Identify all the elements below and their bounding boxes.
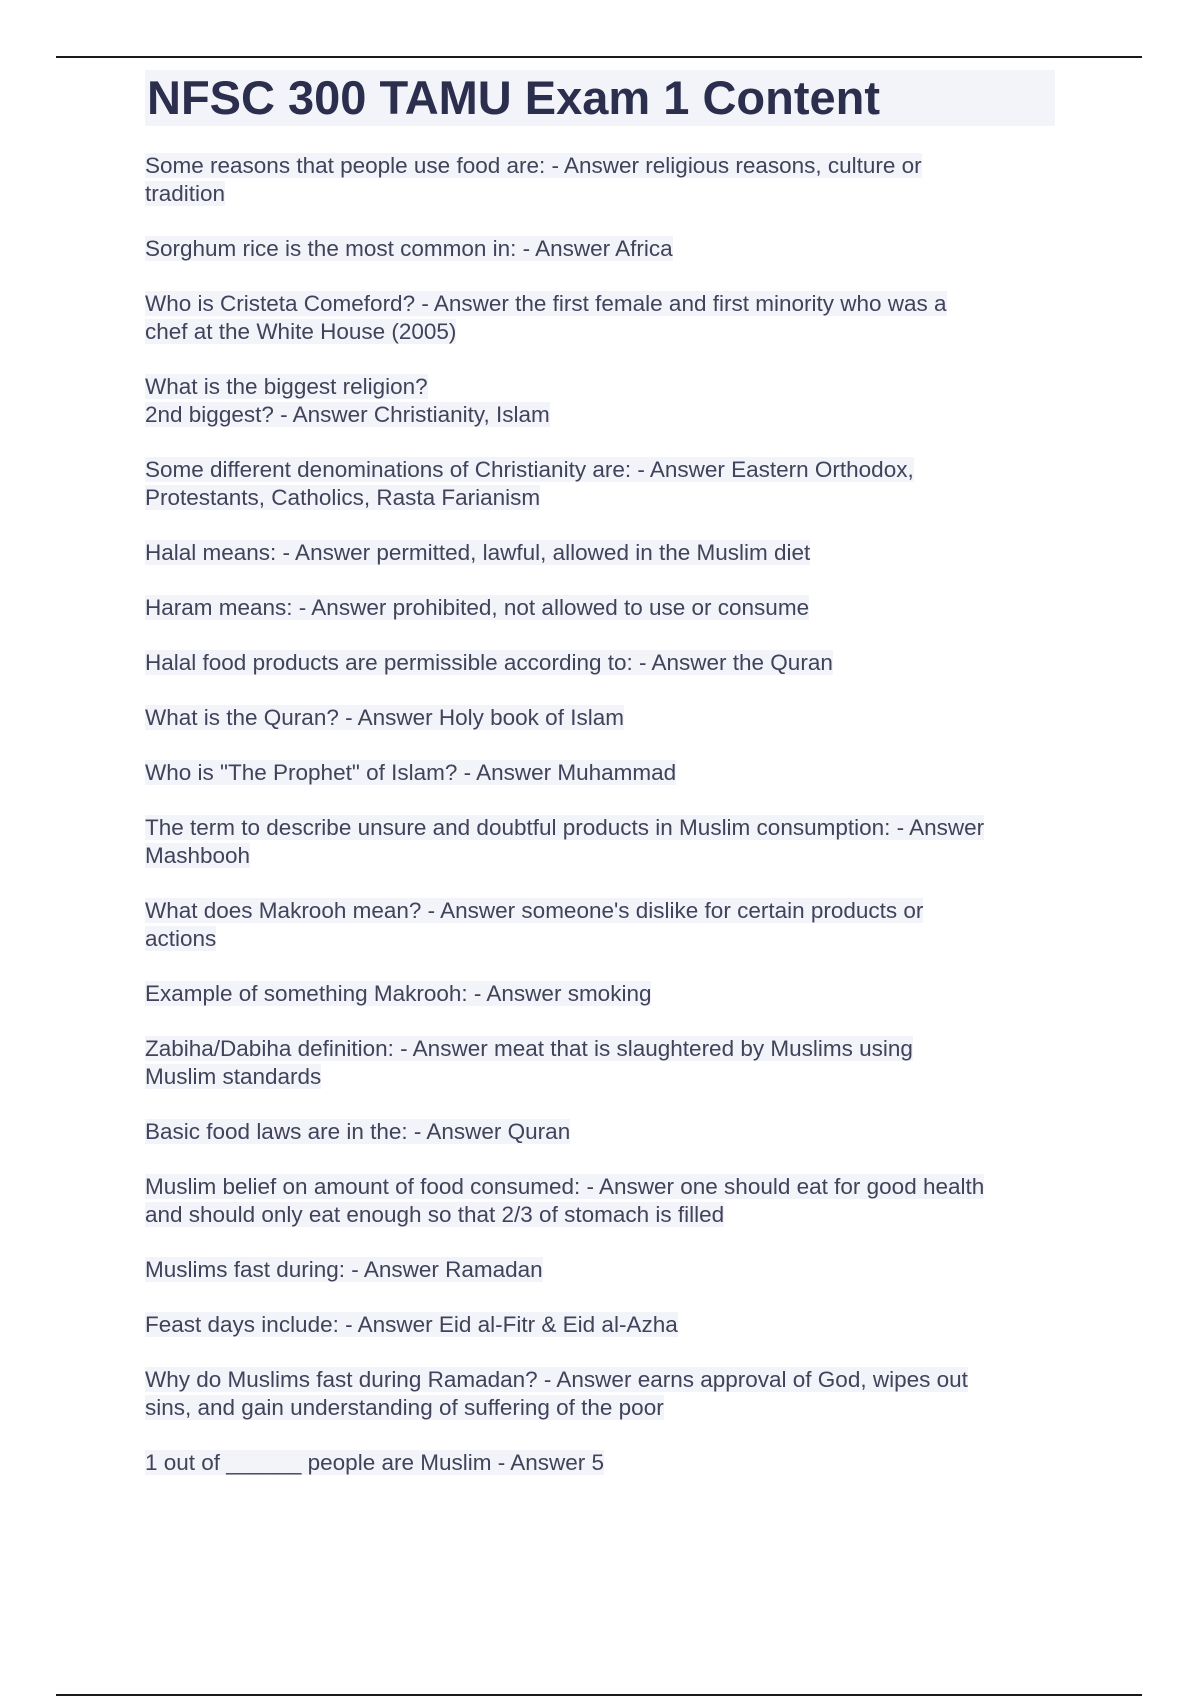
qa-item: Some different denominations of Christianity are: - Answer Eastern Orthodox, Protestants, Catholics, Rasta Farianism bbox=[145, 457, 914, 510]
qa-item: Zabiha/Dabiha definition: - Answer meat that is slaughtered by Muslims using Muslim standards bbox=[145, 1036, 913, 1089]
qa-item: Some reasons that people use food are: - Answer religious reasons, culture or tradition bbox=[145, 153, 922, 206]
qa-item: Muslims fast during: - Answer Ramadan bbox=[145, 1257, 543, 1282]
qa-item: Muslim belief on amount of food consumed: - Answer one should eat for good health and should only eat enough so that 2/3 of stomach is filled bbox=[145, 1174, 985, 1227]
document-title: NFSC 300 TAMU Exam 1 Content bbox=[145, 70, 1055, 126]
qa-item: Example of something Makrooh: - Answer smoking bbox=[145, 981, 652, 1006]
qa-item: Why do Muslims fast during Ramadan? - Answer earns approval of God, wipes out sins, and gain understanding of suffering of the poor bbox=[145, 1367, 968, 1420]
qa-item: What does Makrooh mean? - Answer someone's dislike for certain products or actions bbox=[145, 898, 924, 951]
qa-item: Halal food products are permissible according to: - Answer the Quran bbox=[145, 650, 833, 675]
qa-list bbox=[145, 152, 1055, 1477]
qa-item: Sorghum rice is the most common in: - Answer Africa bbox=[145, 236, 673, 261]
qa-item: Basic food laws are in the: - Answer Quran bbox=[145, 1119, 571, 1144]
qa-item: Halal means: - Answer permitted, lawful, allowed in the Muslim diet bbox=[145, 540, 811, 565]
qa-item: 1 out of ______ people are Muslim - Answer 5 bbox=[145, 1450, 605, 1475]
bottom-rule bbox=[56, 1694, 1142, 1696]
document-body bbox=[145, 70, 1055, 1504]
qa-item: What is the biggest religion? 2nd biggest? - Answer Christianity, Islam bbox=[145, 374, 550, 427]
qa-item: The term to describe unsure and doubtful products in Muslim consumption: - Answer Mashbooh bbox=[145, 815, 985, 868]
qa-item: Who is "The Prophet" of Islam? - Answer Muhammad bbox=[145, 760, 677, 785]
qa-item: What is the Quran? - Answer Holy book of Islam bbox=[145, 705, 624, 730]
qa-item: Who is Cristeta Comeford? - Answer the first female and first minority who was a chef at the White House (2005) bbox=[145, 291, 947, 344]
qa-item: Haram means: - Answer prohibited, not allowed to use or consume bbox=[145, 595, 810, 620]
top-rule bbox=[56, 56, 1142, 58]
qa-item: Feast days include: - Answer Eid al-Fitr & Eid al-Azha bbox=[145, 1312, 678, 1337]
